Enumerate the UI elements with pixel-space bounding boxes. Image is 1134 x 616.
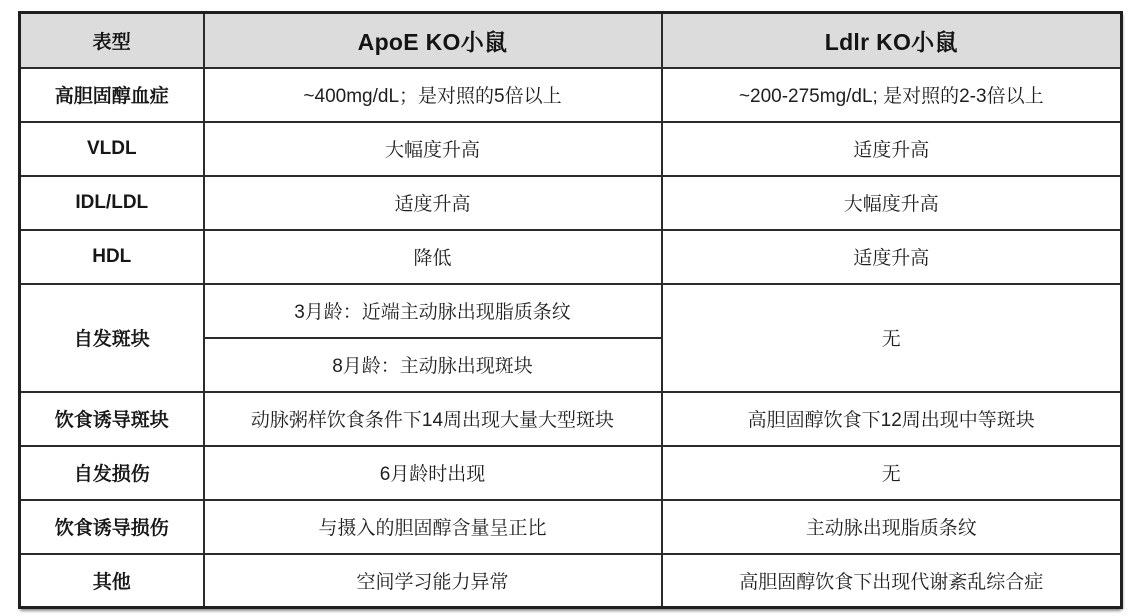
row-other	[20, 554, 1122, 608]
cell-hypercholesterolemia-label: 高胆固醇血症	[20, 68, 204, 122]
cell-hypercholesterolemia-apoe: ~400mg/dL；是对照的5倍以上	[204, 68, 662, 122]
row-hdl	[20, 230, 1122, 284]
cell-diet-induced-plaque-ldlr: 高胆固醇饮食下12周出现中等斑块	[662, 392, 1122, 446]
cell-idl-ldl-apoe: 适度升高	[204, 176, 662, 230]
cell-other-ldlr: 高胆固醇饮食下出现代谢紊乱综合症	[662, 554, 1122, 608]
cell-spontaneous-lesion-apoe: 6月龄时出现	[204, 446, 662, 500]
row-diet-induced-plaque	[20, 392, 1122, 446]
cell-idl-ldl-ldlr: 大幅度升高	[662, 176, 1122, 230]
header-phenotype: 表型	[20, 13, 204, 68]
row-spontaneous-plaque-1	[20, 284, 1122, 338]
cell-diet-induced-plaque-apoe: 动脉粥样饮食条件下14周出现大量大型斑块	[204, 392, 662, 446]
cell-hypercholesterolemia-ldlr: ~200-275mg/dL; 是对照的2-3倍以上	[662, 68, 1122, 122]
cell-diet-induced-lesion-apoe: 与摄入的胆固醇含量呈正比	[204, 500, 662, 554]
cell-spontaneous-plaque-apoe-3mo: 3月龄：近端主动脉出现脂质条纹	[204, 284, 662, 338]
cell-hdl-ldlr: 适度升高	[662, 230, 1122, 284]
cell-hdl-label: HDL	[20, 230, 204, 284]
cell-spontaneous-plaque-apoe-8mo: 8月龄：主动脉出现斑块	[204, 338, 662, 392]
cell-spontaneous-plaque-ldlr: 无	[662, 284, 1122, 392]
cell-vldl-apoe: 大幅度升高	[204, 122, 662, 176]
cell-other-apoe: 空间学习能力异常	[204, 554, 662, 608]
mouse-model-comparison-table	[18, 11, 1123, 609]
cell-vldl-ldlr: 适度升高	[662, 122, 1122, 176]
row-spontaneous-lesion	[20, 446, 1122, 500]
row-idl-ldl	[20, 176, 1122, 230]
header-ldlr-ko: Ldlr KO小鼠	[662, 13, 1122, 68]
cell-other-label: 其他	[20, 554, 204, 608]
cell-spontaneous-plaque-label: 自发斑块	[20, 284, 204, 392]
cell-spontaneous-lesion-label: 自发损伤	[20, 446, 204, 500]
cell-diet-induced-lesion-label: 饮食诱导损伤	[20, 500, 204, 554]
row-vldl	[20, 122, 1122, 176]
cell-hdl-apoe: 降低	[204, 230, 662, 284]
cell-diet-induced-lesion-ldlr: 主动脉出现脂质条纹	[662, 500, 1122, 554]
header-row	[20, 13, 1122, 68]
row-hypercholesterolemia	[20, 68, 1122, 122]
cell-vldl-label: VLDL	[20, 122, 204, 176]
cell-spontaneous-lesion-ldlr: 无	[662, 446, 1122, 500]
header-apoe-ko: ApoE KO小鼠	[204, 13, 662, 68]
row-diet-induced-lesion	[20, 500, 1122, 554]
cell-idl-ldl-label: IDL/LDL	[20, 176, 204, 230]
cell-diet-induced-plaque-label: 饮食诱导斑块	[20, 392, 204, 446]
